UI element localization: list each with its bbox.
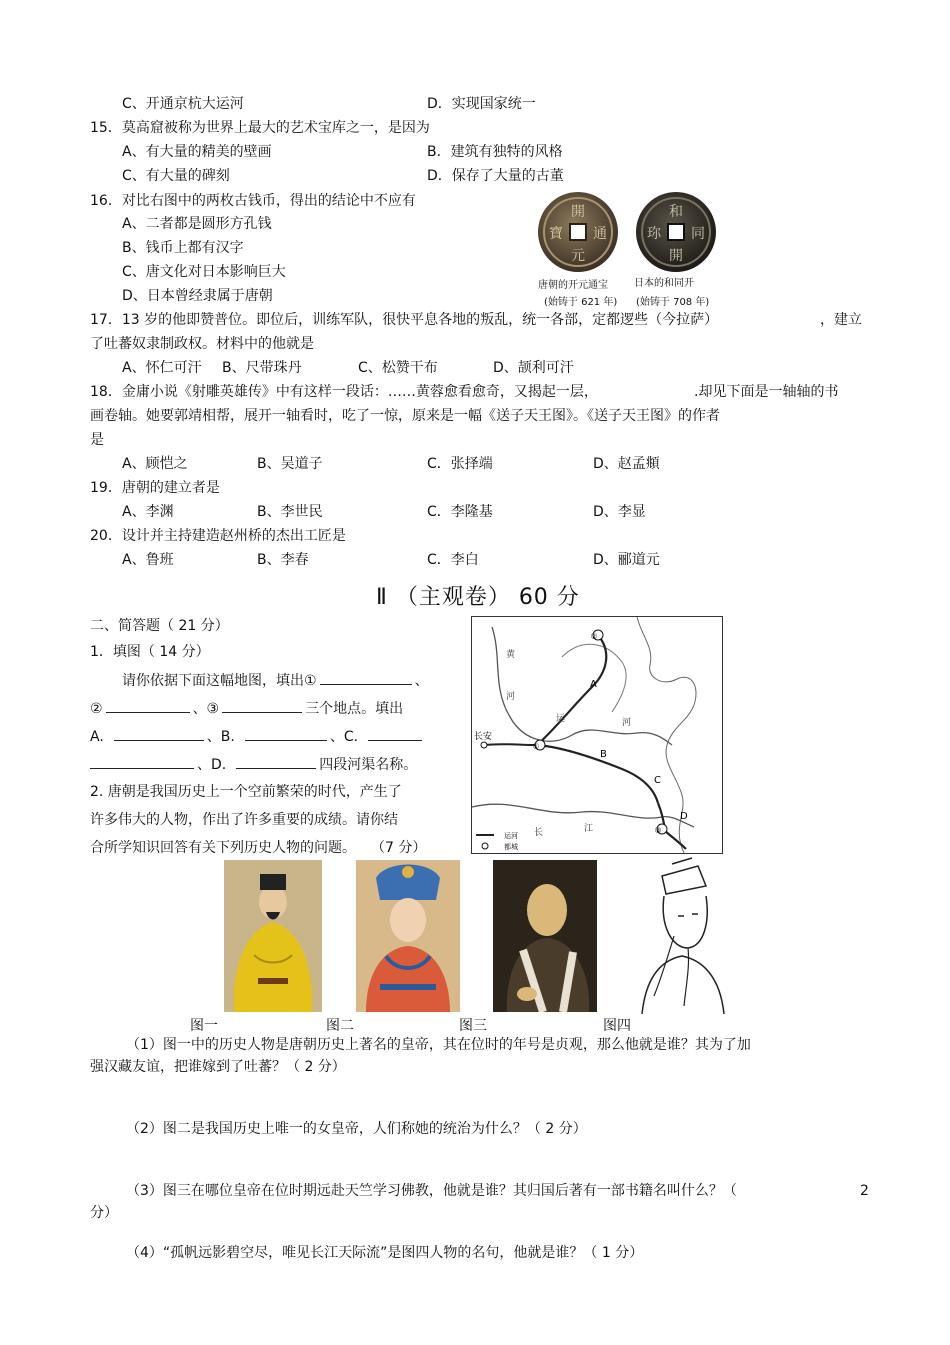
q2-line1: 2. 唐朝是我国历史上一个空前繁荣的时代，产生了 (90, 784, 402, 800)
blank-canal-d[interactable] (236, 754, 316, 769)
q2-line3-score: （7 分） (378, 840, 427, 856)
q19-option-d: D、李显 (593, 504, 646, 520)
q16-option-d: D、日本曾经隶属于唐朝 (122, 288, 273, 304)
coin1-glyph-bottom: 元 (571, 248, 585, 264)
legend-city: 都城 (504, 843, 518, 851)
fill-map-line4 (90, 754, 417, 775)
coin1-glyph-left: 寶 (549, 226, 563, 242)
q15-option-b: B．建筑有独特的风格 (427, 144, 563, 160)
fill-map-line1-tail: 、 (414, 673, 429, 689)
sub2: （2）图二是我国历史上唯一的女皇帝，人们称她的统治为什么？（ 2 分） (126, 1121, 587, 1137)
wadokaichin-coin-icon (636, 192, 716, 272)
q19-option-c: C．李隆基 (427, 504, 493, 520)
fill-map-line1-text: 请你依据下面这幅地图，填出① (122, 673, 317, 689)
map-label-1: ① (532, 742, 540, 751)
fill-map-l3-c: 、C. (329, 729, 359, 745)
blank-canal-c-cont[interactable] (90, 754, 194, 769)
section-heading: 二、简答题（ 21 分） (90, 618, 229, 634)
fill-map-l4-d: 、D. (197, 757, 227, 773)
q18-line1: 18．金庸小说《射雕英雄传》中有这样一段话：……黄蓉愈看愈奇，又揭起一层， (90, 384, 598, 400)
q20-option-b: B、李春 (257, 552, 309, 568)
coin2-glyph-right: 同 (691, 226, 705, 242)
sub3-line1: （3）图三在哪位皇帝在位时期远赴天竺学习佛教，他就是谁？其归国后著有一部书籍名叫什么？（ (126, 1183, 737, 1199)
map-label-jiang: 江 (584, 824, 594, 834)
q17-line2: 了吐蕃奴隶制政权。材料中的他就是 (90, 336, 314, 352)
map-label-a: A (590, 679, 597, 690)
coin2-glyph-bottom: 開 (669, 248, 683, 264)
blank-location-1[interactable] (320, 670, 412, 685)
map-label-d: D (680, 811, 688, 822)
changan-marker-icon (481, 742, 487, 748)
sub3-score: 2 (860, 1183, 869, 1199)
q18-line3: 是 (90, 432, 104, 448)
sub1-line2: 强汉藏友谊，把谁嫁到了吐蕃？（ 2 分） (90, 1059, 346, 1075)
fill-map-l2-b: 、③ (192, 701, 220, 717)
grand-canal-map (471, 616, 723, 854)
fig1-caption: 图一 (190, 1018, 218, 1034)
fill-map-line2 (90, 698, 403, 719)
q15-option-c: C、有大量的碑刻 (122, 168, 230, 184)
q17-option-d: D、颉利可汗 (493, 360, 574, 376)
fill-map-l3-a: A. (90, 729, 104, 745)
coin2-glyph-left: 珎 (647, 226, 661, 242)
q14-option-d: D．实现国家统一 (427, 96, 536, 112)
fill-map-l3-b: 、B. (206, 729, 235, 745)
q17-option-b: B、尺带珠丹 (222, 360, 302, 376)
portrait-li-bai (632, 856, 732, 1014)
coin2-glyph-top: 和 (669, 204, 683, 220)
map-label-2: ② (590, 632, 598, 641)
q19-stem: 19．唐朝的建立者是 (90, 480, 220, 496)
coin2-date: (始铸于 708 年) (636, 297, 710, 308)
q14-option-c: C、开通京杭大运河 (122, 96, 244, 112)
q20-stem: 20．设计并主持建造赵州桥的杰出工匠是 (90, 528, 346, 544)
map-label-huang: 黄 (506, 650, 516, 660)
map-label-chang: 长 (534, 828, 544, 838)
canal-guangtong (484, 744, 537, 745)
coins-figure (536, 192, 726, 276)
coin1-date: (始铸于 621 年) (544, 297, 618, 308)
blank-location-2[interactable] (106, 698, 190, 713)
coin1-caption: 唐朝的开元通宝 (538, 280, 608, 291)
q18-line2: 画卷轴。她要郭靖相帮，展开一轴看时，吃了一惊，原来是一幅《送子天王图》。《送子天王图》的作者 (90, 408, 720, 424)
q15-stem: 15．莫高窟被称为世界上最大的艺术宝库之一，是因为 (90, 120, 430, 136)
q16-stem: 16．对比右图中的两枚古钱币，得出的结论中不应有 (90, 193, 416, 209)
sub4: （4）“孤帆远影碧空尽，唯见长江天际流”是图四人物的名句，他就是谁？（ 1 分） (126, 1245, 644, 1261)
portrait-wu-zetian (356, 860, 460, 1012)
fill-map-stem: 1．填图（ 14 分） (90, 644, 210, 660)
coin1-glyph-right: 通 (593, 226, 607, 242)
fig3-caption: 图三 (459, 1018, 487, 1034)
sub1-line1: （1）图一中的历史人物是唐朝历史上著名的皇帝，其在位时的年号是贞观，那么他就是谁？其为了加 (126, 1037, 751, 1053)
kaiyuan-coin-icon (538, 192, 618, 272)
portrait-taizong (224, 860, 322, 1012)
q17-option-a: A、怀仁可汗 (122, 360, 202, 376)
q19-option-a: A、李渊 (122, 504, 174, 520)
q18-line1-tail: .却见下面是一轴轴的书 (694, 384, 839, 400)
fill-map-l2-a: ② (90, 701, 103, 717)
fill-map-line3 (90, 726, 425, 747)
map-label-c: C (654, 775, 661, 786)
q2-line2: 许多伟大的人物，作出了许多重要的成绩。请你结 (90, 812, 398, 828)
coin1-glyph-top: 開 (571, 204, 585, 220)
map-label-yun: 运 (556, 714, 566, 724)
q17-line1: 17．13 岁的他即赞普位。即位后，训练军队，很快平息各地的叛乱，统一各部，定都逻些（今拉萨） (90, 312, 719, 328)
fill-map-l4-tail: 四段河渠名称。 (319, 757, 418, 773)
legend-city-icon (482, 843, 488, 849)
q16-option-c: C、唐文化对日本影响巨大 (122, 264, 286, 280)
coin2-caption: 日本的和同开 (634, 278, 694, 289)
q15-option-a: A、有大量的精美的壁画 (122, 144, 272, 160)
blank-canal-c[interactable] (368, 726, 422, 741)
fill-map-l2-tail: 三个地点。填出 (305, 701, 404, 717)
q20-option-c: C．李白 (427, 552, 479, 568)
map-label-b: B (600, 749, 607, 760)
q2-line3-text: 合所学知识回答有关下列历史人物的问题。 (90, 840, 356, 856)
fig2-caption: 图二 (326, 1018, 354, 1034)
q15-option-d: D．保存了大量的古董 (427, 168, 564, 184)
section-title: Ⅱ （主观卷） 60 分 (376, 585, 580, 610)
q18-option-a: A、顾恺之 (122, 456, 188, 472)
map-label-he2: 河 (622, 718, 632, 728)
q18-option-b: B、吴道子 (257, 456, 323, 472)
q19-option-b: B、李世民 (257, 504, 323, 520)
q20-option-a: A、鲁班 (122, 552, 174, 568)
q20-option-d: D、郦道元 (593, 552, 660, 568)
q16-option-b: B、钱币上都有汉字 (122, 240, 244, 256)
q18-option-d: D、赵孟頫 (593, 456, 660, 472)
fill-map-line1 (122, 670, 429, 691)
blank-canal-a[interactable] (114, 726, 204, 741)
q17-line1-tail: ，建立 (820, 312, 862, 328)
q16-option-a: A、二者都是圆形方孔钱 (122, 216, 272, 232)
fig4-caption: 图四 (603, 1018, 631, 1034)
blank-location-3[interactable] (222, 698, 302, 713)
map-label-changan: 长安 (474, 732, 493, 742)
q2-line3 (90, 838, 426, 858)
map-label-he: 河 (506, 692, 516, 702)
q18-option-c: C．张择端 (427, 456, 493, 472)
blank-canal-b[interactable] (245, 726, 327, 741)
portrait-xuanzang (493, 860, 597, 1012)
map-label-3: ③ (654, 826, 662, 835)
legend-canal: 运河 (504, 832, 518, 840)
q17-option-c: C、松赞干布 (358, 360, 438, 376)
sub3-line2: 分） (90, 1205, 118, 1221)
